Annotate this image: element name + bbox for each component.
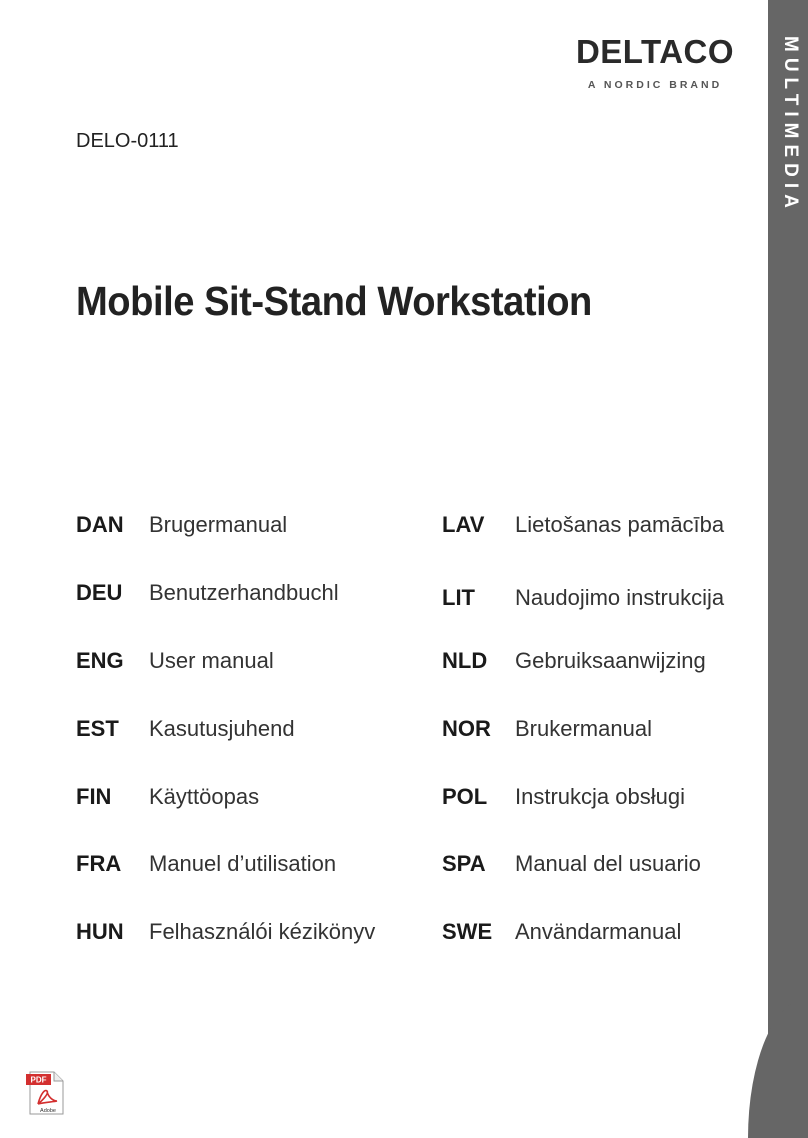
page-title: Mobile Sit-Stand Workstation [76, 278, 592, 324]
brand-tagline: A NORDIC BRAND [587, 79, 723, 91]
language-manual-name: Felhasználói kézikönyv [149, 919, 376, 944]
brand-logo [574, 34, 736, 91]
language-manual-name: Gebruiksaanwijzing [515, 648, 706, 673]
language-code: DEU [76, 580, 123, 605]
language-manual-name: Käyttöopas [149, 784, 260, 809]
language-manual-name: Instrukcja obsługi [515, 784, 685, 809]
language-code: FRA [76, 851, 122, 876]
language-manual-name: Kasutusjuhend [149, 716, 295, 741]
brand-name: DELTACO [575, 33, 735, 70]
language-manual-name: Manuel d’utilisation [149, 851, 337, 876]
language-code: FIN [76, 784, 112, 809]
pdf-file-icon [26, 1071, 66, 1115]
pdf-label: PDF [30, 1075, 47, 1085]
language-manual-name: Manual del usuario [515, 851, 701, 876]
language-code: NOR [442, 716, 491, 741]
language-code: SWE [442, 919, 493, 944]
language-manual-name: Brukermanual [515, 716, 652, 741]
language-manual-name: Brugermanual [149, 512, 288, 537]
language-code: NLD [442, 648, 488, 673]
language-manual-name: User manual [149, 648, 274, 673]
language-manual-name: Naudojimo instrukcija [515, 585, 725, 610]
language-manual-name: Benutzerhandbuchl [149, 580, 339, 605]
language-code: SPA [442, 851, 486, 876]
language-code: LIT [442, 585, 475, 610]
language-code: EST [76, 716, 119, 741]
language-code: POL [442, 784, 488, 809]
pdf-sublabel: Adobe [40, 1108, 56, 1114]
language-code: DAN [76, 512, 124, 537]
language-manual-name: Lietošanas pamācība [515, 512, 725, 537]
language-code: ENG [76, 648, 124, 673]
category-label: MULTIMEDIA [780, 36, 801, 214]
language-code: LAV [442, 512, 485, 537]
model-number: DELO-0111 [76, 130, 179, 152]
side-band-curve [748, 998, 808, 1138]
language-manual-name: Användarmanual [515, 919, 682, 944]
language-code: HUN [76, 919, 124, 944]
